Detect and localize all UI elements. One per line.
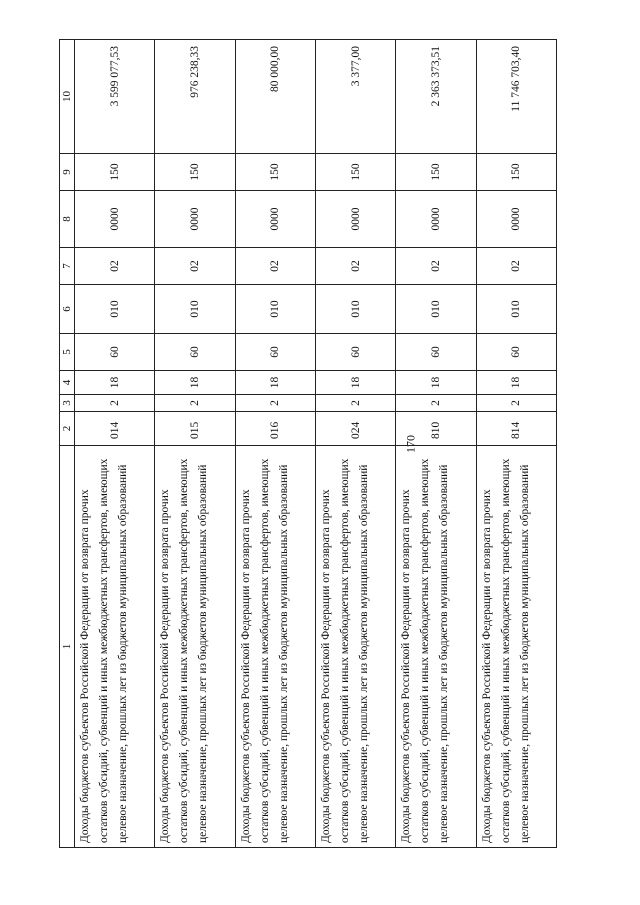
element-code: 02 [75,248,155,285]
classification-code: 150 [155,154,235,191]
revenue-description: Доходы бюджетов субъектов Российской Федерации от возврата прочих остатков субсидий, субвенций и иных межбюджетных трансфертов, имеющих целевое назначение, прошлых лет из бюджетов муниципальных образований [315,446,395,848]
subgroup-code: 18 [396,371,476,395]
revenue-description: Доходы бюджетов субъектов Российской Федерации от возврата прочих остатков субсидий, субвенций и иных межбюджетных трансфертов, имеющих целевое назначение, прошлых лет из бюджетов муниципальных образований [396,446,476,848]
amount-value: 3 377,00 [315,40,395,154]
admin-code: 024 [315,412,395,446]
group-code: 2 [315,395,395,412]
program-code: 0000 [396,191,476,248]
subarticle-code: 010 [476,285,556,334]
admin-code: 810 [396,412,476,446]
revenue-description: Доходы бюджетов субъектов Российской Федерации от возврата прочих остатков субсидий, субвенций и иных межбюджетных трансфертов, имеющих целевое назначение, прошлых лет из бюджетов муниципальных образований [235,446,315,848]
element-code: 02 [396,248,476,285]
table-header-row [60,40,75,848]
classification-code: 150 [75,154,155,191]
table-row [235,40,315,848]
table-row [315,40,395,848]
column-header: 5 [60,334,75,371]
classification-code: 150 [396,154,476,191]
article-code: 60 [75,334,155,371]
program-code: 0000 [476,191,556,248]
admin-code: 016 [235,412,315,446]
group-code: 2 [476,395,556,412]
program-code: 0000 [235,191,315,248]
column-header: 6 [60,285,75,334]
column-header: 9 [60,154,75,191]
group-code: 2 [155,395,235,412]
table-row [396,40,476,848]
admin-code: 014 [75,412,155,446]
classification-code: 150 [235,154,315,191]
classification-code: 150 [476,154,556,191]
table-row [476,40,556,848]
program-code: 0000 [75,191,155,248]
amount-value: 2 363 373,51 [396,40,476,154]
page-number: 170 [403,435,418,453]
subgroup-code: 18 [476,371,556,395]
amount-value: 11 746 703,40 [476,40,556,154]
subarticle-code: 010 [315,285,395,334]
subarticle-code: 010 [75,285,155,334]
group-code: 2 [235,395,315,412]
column-header: 10 [60,40,75,154]
subarticle-code: 010 [155,285,235,334]
column-header: 7 [60,248,75,285]
column-header: 4 [60,371,75,395]
table-row [75,40,155,848]
article-code: 60 [235,334,315,371]
subgroup-code: 18 [75,371,155,395]
classification-code: 150 [315,154,395,191]
subgroup-code: 18 [315,371,395,395]
element-code: 02 [315,248,395,285]
column-header: 2 [60,412,75,446]
budget-revenue-table [59,39,557,848]
element-code: 02 [235,248,315,285]
article-code: 60 [315,334,395,371]
column-header: 1 [60,446,75,848]
subarticle-code: 010 [235,285,315,334]
program-code: 0000 [155,191,235,248]
admin-code: 814 [476,412,556,446]
subgroup-code: 18 [235,371,315,395]
admin-code: 015 [155,412,235,446]
revenue-description: Доходы бюджетов субъектов Российской Федерации от возврата прочих остатков субсидий, субвенций и иных межбюджетных трансфертов, имеющих целевое назначение, прошлых лет из бюджетов муниципальных образований [75,446,155,848]
group-code: 2 [396,395,476,412]
subgroup-code: 18 [155,371,235,395]
amount-value: 976 238,33 [155,40,235,154]
subarticle-code: 010 [396,285,476,334]
rotated-page-content [59,40,557,848]
column-header: 8 [60,191,75,248]
table-row [155,40,235,848]
article-code: 60 [396,334,476,371]
column-header: 3 [60,395,75,412]
article-code: 60 [155,334,235,371]
program-code: 0000 [315,191,395,248]
amount-value: 80 000,00 [235,40,315,154]
amount-value: 3 599 077,53 [75,40,155,154]
revenue-description: Доходы бюджетов субъектов Российской Федерации от возврата прочих остатков субсидий, субвенций и иных межбюджетных трансфертов, имеющих целевое назначение, прошлых лет из бюджетов муниципальных образований [155,446,235,848]
group-code: 2 [75,395,155,412]
element-code: 02 [476,248,556,285]
article-code: 60 [476,334,556,371]
element-code: 02 [155,248,235,285]
revenue-description: Доходы бюджетов субъектов Российской Федерации от возврата прочих остатков субсидий, субвенций и иных межбюджетных трансфертов, имеющих целевое назначение, прошлых лет из бюджетов муниципальных образований [476,446,556,848]
